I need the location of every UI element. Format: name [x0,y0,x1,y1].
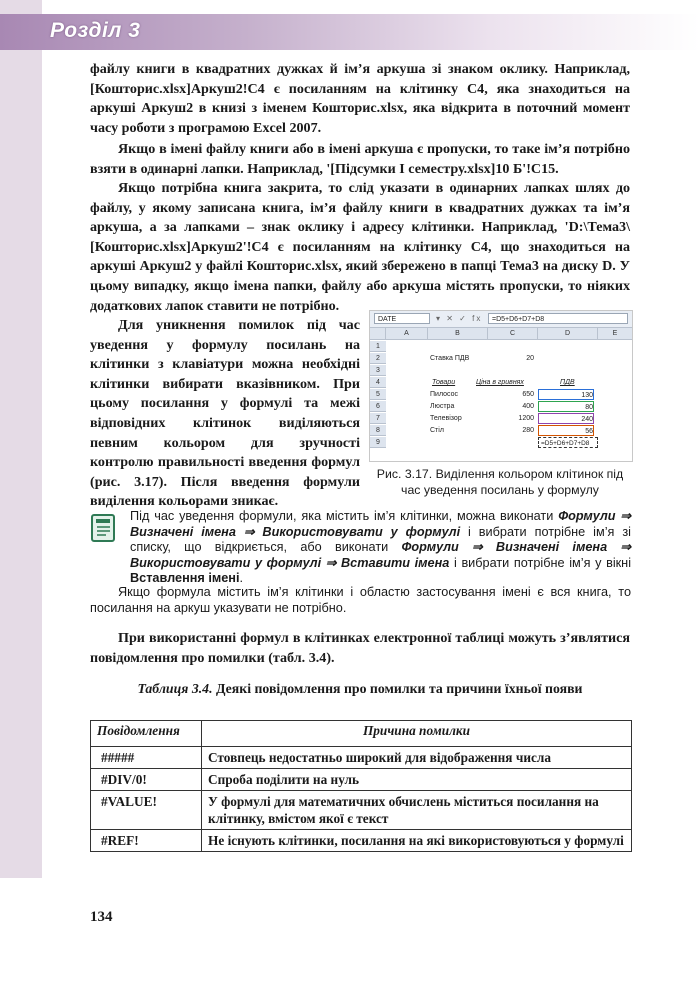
col-header-d: D [538,328,598,340]
item-vat-cell: 80 [538,401,594,412]
table-caption [90,681,630,698]
item-price-cell: 1200 [518,415,534,422]
header-goods-cell: Товари [432,379,456,386]
paragraph-2: Якщо в імені файлу книги або в імені аркуша є пропуски, то таке ім’я потрібно взяти в одинарні лапки. Наприклад, '[Підсумки I семестру.xlsx]10 Б'!C15. [90,141,630,177]
table-number: Таблиця 3.4. [137,681,213,696]
row-header-9: 9 [370,437,386,448]
col-header-b: B [428,328,488,340]
table-row [91,791,632,830]
paragraph-3: Якщо потрібна книга закрита, то слід указати в одинарних лапках шлях до файлу, у якому записана книга, ім’я файлу книги в квадратних дужках та ім’я аркуша, а за лапками – знак оклику і адресу клітинки. Наприклад, 'D:\Тема3\[Кошторис.xlsx]Аркуш2'!C4 є посиланням на клітинку C4, що знаходиться на аркуші Аркуш2 у файлі Кошторис.xlsx, який збережено в папці Тема3 на диску D. У цьому випадку, якщо імена папки, файлу або аркуша містять пропуски, то ніяких додаткових лапок ставити не потрібно. [90,180,630,314]
table-row [91,830,632,852]
menu-path: Формули ⇒ Визначені імена ⇒ Використовувати у формулі ⇒ Вставити імена [130,540,631,570]
error-code: ##### [91,747,202,769]
formula-bar-icons: ▾ ✕ ✓ fx [436,314,483,323]
column-header-reason: Причина помилки [202,721,632,747]
note-instructions [130,509,631,587]
note-text: . [239,571,244,586]
table-row [91,747,632,769]
figure-3-17-spreadsheet [369,310,633,462]
item-vat-cell: 240 [538,413,594,424]
error-reason: Стовпець недостатньо широкий для відображення числа [202,747,632,769]
error-code: #DIV/0! [91,769,202,791]
note-text: Під час уведення формули, яка містить ім’я клітинки, можна виконати [130,509,559,523]
section-title: Розділ 3 [50,19,141,42]
item-price-cell: 280 [522,427,534,434]
page-sidebar-band [0,0,42,878]
paragraph-1: файлу книги в квадратних дужках й ім’я аркуша зі знаком оклику. Наприклад, [Кошторис.xlsx]Аркуш2!C4 є посиланням на клітинку C4, яка знаходиться на аркуші Аркуш2 в книзі з іменем Кошторис.xlsx, яка відкрита в поточний момент часу роботи з програмою Excel 2007. [90,61,630,136]
formula-input: =D5+D6+D7+D8 [488,313,628,324]
dialog-name: Вставлення імені [130,571,240,586]
paragraph-5: При використанні формул в клітинках електронної таблиці можуть з’являтися повідомлення про помилки (табл. 3.4). [90,630,630,666]
item-name-cell: Стіл [430,427,444,434]
notebook-icon [90,513,118,543]
table-title: Деякі повідомлення про помилки та причини їхньої появи [212,681,583,696]
note-text: і вибрати потрібне ім’я у вікні [449,555,632,570]
row-header-5: 5 [370,389,386,400]
header-price-cell: Ціна в гривнях [476,379,524,386]
col-header-a: A [386,328,428,340]
row-header-1: 1 [370,341,386,352]
table-row [91,769,632,791]
vat-value-cell: 20 [526,355,534,362]
row-header-6: 6 [370,401,386,412]
row-header-4: 4 [370,377,386,388]
error-code: #VALUE! [91,791,202,830]
row-header-8: 8 [370,425,386,436]
col-header-e: E [598,328,632,340]
corner-cell [370,328,386,340]
item-vat-cell: 56 [538,425,594,436]
row-header-3: 3 [370,365,386,376]
row-header-7: 7 [370,413,386,424]
table-header-row [91,721,632,747]
name-box: DATE [374,313,430,324]
item-vat-cell: 130 [538,389,594,400]
item-price-cell: 650 [522,391,534,398]
item-price-cell: 400 [522,403,534,410]
error-reason: Спроба поділити на нуль [202,769,632,791]
formula-bar [370,311,632,328]
note-scope: Якщо формула містить ім’я клітинки і областю застосування імені є вся книга, то посилання на аркуш указувати не потрібно. [90,585,631,615]
item-name-cell: Люстра [430,403,455,410]
column-header-message: Повідомлення [91,721,202,747]
row-header-2: 2 [370,353,386,364]
figure-caption: Рис. 3.17. Виділення кольором клітинок під час уведення посилань у формулу [376,467,624,497]
paragraph-4: Для уникнення помилок під час уведення у формулу посилань на клітинки з клавіатури можна необхідні клітинки вибирати вказівником. При цьому посилання у формулі та межі відповідних клітинок виділяються певним кольором для зручності контролю правильності введення формул (рис. 3.17). Після введення формули виділення кольорами зникає. [90,317,360,510]
col-header-c: C [488,328,538,340]
error-code: #REF! [91,830,202,852]
menu-path: Формули ⇒ Визначені імена ⇒ Використовувати у формулі [130,509,632,539]
item-name-cell: Телевізор [430,415,462,422]
sum-formula-cell: =D5+D6+D7+D8 [538,437,598,448]
header-vat-cell: ПДВ [560,379,575,386]
error-reason: У формулі для математичних обчислень міститься посилання на клітинку, вмістом якої є текст [202,791,632,830]
error-reason: Не існують клітинки, посилання на які використовуються у формулі [202,830,632,852]
item-name-cell: Пилосос [430,391,458,398]
vat-label-cell: Ставка ПДВ [430,355,470,362]
error-messages-table [90,720,632,852]
page-number: 134 [90,909,113,925]
note-text: і вибрати потрібне ім’я зі списку, що відкриється, або виконати [130,524,631,555]
